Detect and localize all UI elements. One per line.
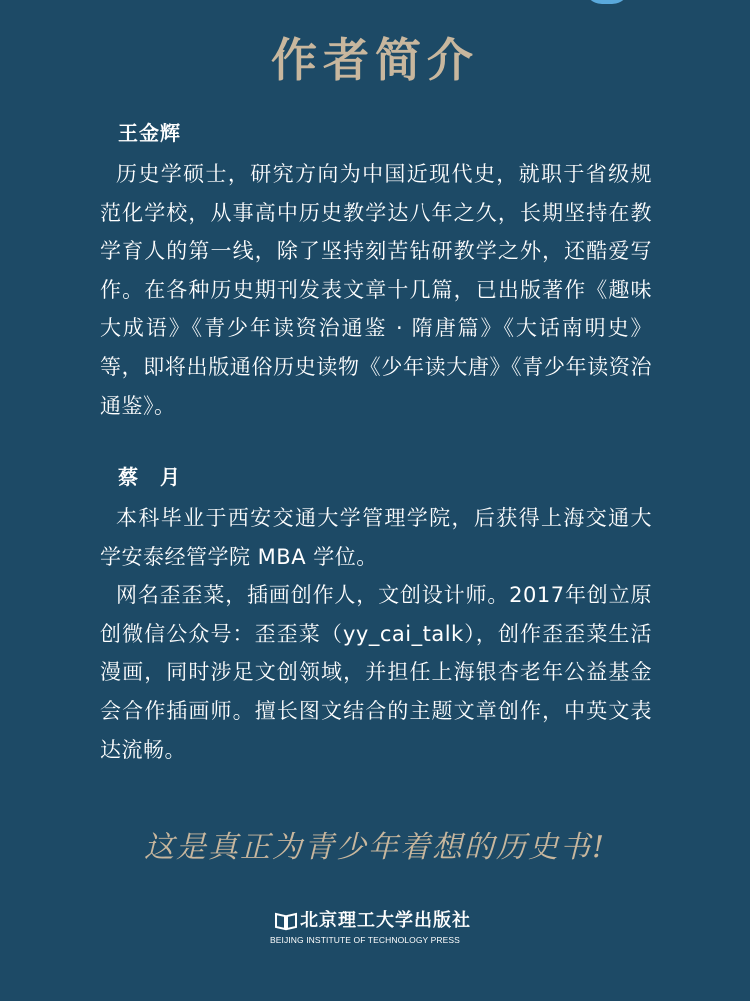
publisher-name-cn: 北京理工大学出版社 xyxy=(300,910,471,931)
open-book-icon xyxy=(274,910,298,932)
author-section-cai xyxy=(100,460,652,769)
author-bio-paragraph: 网名歪歪菜，插画创作人，文创设计师。2017年创立原创微信公众号：歪歪菜（yy_cai_talk），创作歪歪菜生活漫画，同时涉足文创领域，并担任上海银杏老年公益基金会合作插画师。擅长图文结合的主题文章创作，中英文表达流畅。 xyxy=(100,583,652,762)
page-title: 作者简介 xyxy=(271,33,479,87)
author-name: 蔡 月 xyxy=(118,465,181,489)
author-section-wang xyxy=(100,116,652,425)
author-name: 王金辉 xyxy=(118,121,181,145)
slogan: 这是真正为青少年着想的历史书! xyxy=(143,830,607,865)
publisher-name-en: BEIJING INSTITUTE OF TECHNOLOGY PRESS xyxy=(270,935,460,945)
author-bio-paragraph: 本科毕业于西安交通大学管理学院，后获得上海交通大学安泰经管学院 MBA 学位。 xyxy=(100,506,652,569)
publisher-logo xyxy=(270,908,490,948)
author-bio-paragraph: 历史学硕士，研究方向为中国近现代史，就职于省级规范化学校，从事高中历史教学达八年之久，长期坚持在教学育人的第一线，除了坚持刻苦钻研教学之外，还酷爱写作。在各种历史期刊发表文章十几篇，已出版著作《趣味大成语》《青少年读资治通鉴 · 隋唐篇》《大话南明史》等，即将出版通俗历史读物《少年读大唐》《青少年读资治通鉴》。 xyxy=(100,162,652,418)
top-decoration xyxy=(584,0,630,4)
